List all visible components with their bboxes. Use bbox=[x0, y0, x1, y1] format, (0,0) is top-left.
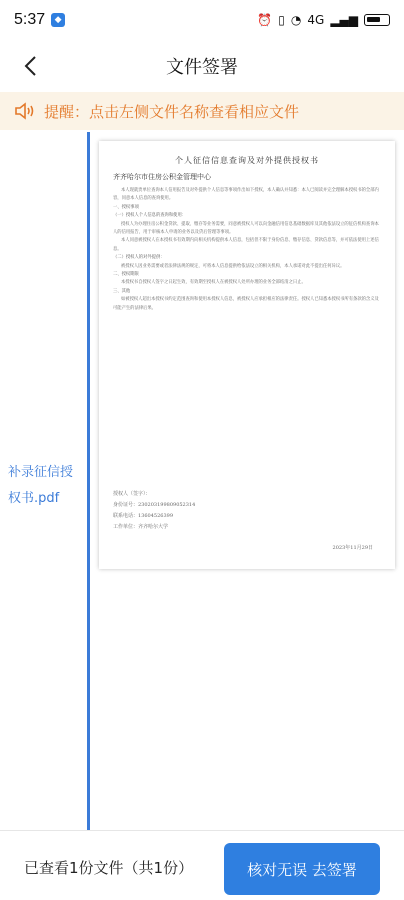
vibrate-icon: ▯ bbox=[278, 13, 285, 27]
phone-label: 联系电话： bbox=[113, 513, 139, 519]
document-date: 2023年11月29日 bbox=[332, 545, 373, 551]
alarm-icon: ⏰ bbox=[257, 13, 273, 27]
speaker-icon bbox=[14, 102, 36, 120]
document-paragraph: 本人同意被授权人在本授权书有效期内向相关机构提供本人信息，包括但不限于身份信息、缴存信息、贷款信息等，并可依法使用上述信息。 bbox=[113, 238, 379, 252]
file-list-divider bbox=[87, 132, 90, 830]
nav-header bbox=[0, 44, 404, 88]
viewed-count-text: 已查看1份文件（共1份） bbox=[24, 859, 194, 877]
phone-row bbox=[113, 511, 195, 522]
id-label: 身份证号： bbox=[113, 502, 139, 508]
signature-row bbox=[113, 489, 195, 500]
document-paragraph: 被授权人因业务需要或者法律法规的规定，可将本人信息提供给依法设立的相关机构，本人承诺对此不提出任何异议。 bbox=[121, 263, 345, 269]
document-intro: 本人现就贵单位查询本人信用报告及对外提供个人信息等事项作出如下授权，本人确认并知悉：本人已阅读并完全理解本授权书的全部内容，同意本人信息的查询使用。 bbox=[113, 188, 379, 202]
status-bar bbox=[0, 0, 404, 40]
document-section: （二）授权人的对外提供： bbox=[113, 255, 165, 261]
employer-value: 齐齐哈尔大学 bbox=[138, 524, 169, 530]
bottom-bar bbox=[0, 830, 404, 900]
employer-label: 工作单位： bbox=[113, 524, 139, 530]
document-title: 个人征信信息查询及对外提供授权书 bbox=[175, 156, 319, 165]
notice-text: 提醒：点击左侧文件名称查看相应文件 bbox=[44, 102, 300, 121]
document-paragraph: 授权人为办理住房公积金贷款、提取、缴存等业务需要，同意被授权人可以向金融信用信息基础数据库及其他依法设立的征信机构查询本人的信用报告，用于审核本人申请的业务以及贷后管理等事项。 bbox=[113, 221, 379, 236]
network-type: 4G bbox=[307, 13, 325, 27]
back-button[interactable] bbox=[14, 50, 46, 82]
document-section: （一）授权人个人信息的查询和使用： bbox=[113, 213, 187, 219]
status-time: 5:37 bbox=[14, 11, 46, 28]
signal-icon: ▂▄▆ bbox=[330, 13, 358, 27]
file-item[interactable]: 补录征信授权书.pdf bbox=[8, 465, 74, 506]
id-row bbox=[113, 500, 195, 511]
document-section: 二、授权期限 bbox=[113, 272, 139, 278]
phone-value: 13604526399 bbox=[138, 513, 174, 519]
wifi-icon: ◔ bbox=[290, 13, 302, 27]
document-paragraph: 本授权书自授权人签字之日起生效，有效期至授权人在被授权人处所办理的业务全部结清之日止。 bbox=[121, 280, 306, 286]
document-section: 三、其他 bbox=[113, 288, 131, 294]
app-notification-icon: ◆ bbox=[51, 13, 65, 27]
status-icons bbox=[257, 13, 390, 27]
file-list bbox=[0, 132, 90, 830]
document-section: 一、授权事项 bbox=[113, 204, 139, 210]
page-title: 文件签署 bbox=[166, 57, 238, 78]
document-preview[interactable] bbox=[99, 141, 395, 569]
employer-row bbox=[113, 522, 195, 533]
chevron-left-icon bbox=[23, 55, 37, 77]
battery-icon bbox=[364, 14, 390, 26]
confirm-sign-button[interactable]: 核对无误 去签署 bbox=[224, 843, 380, 895]
notice-banner bbox=[0, 92, 404, 130]
signature-label: 授权人（签字）： bbox=[113, 491, 151, 497]
signature-block bbox=[113, 489, 195, 533]
document-heading: 齐齐哈尔市住房公积金管理中心 bbox=[113, 173, 211, 181]
id-value: 230203199809052314 bbox=[138, 502, 196, 508]
document-paragraph: 如被授权人超出本授权书约定范围查询和使用本授权人信息，被授权人应承担相应的法律责任。授权人已知悉本授权书所有条款的含义及可能产生的法律后果。 bbox=[113, 297, 379, 311]
